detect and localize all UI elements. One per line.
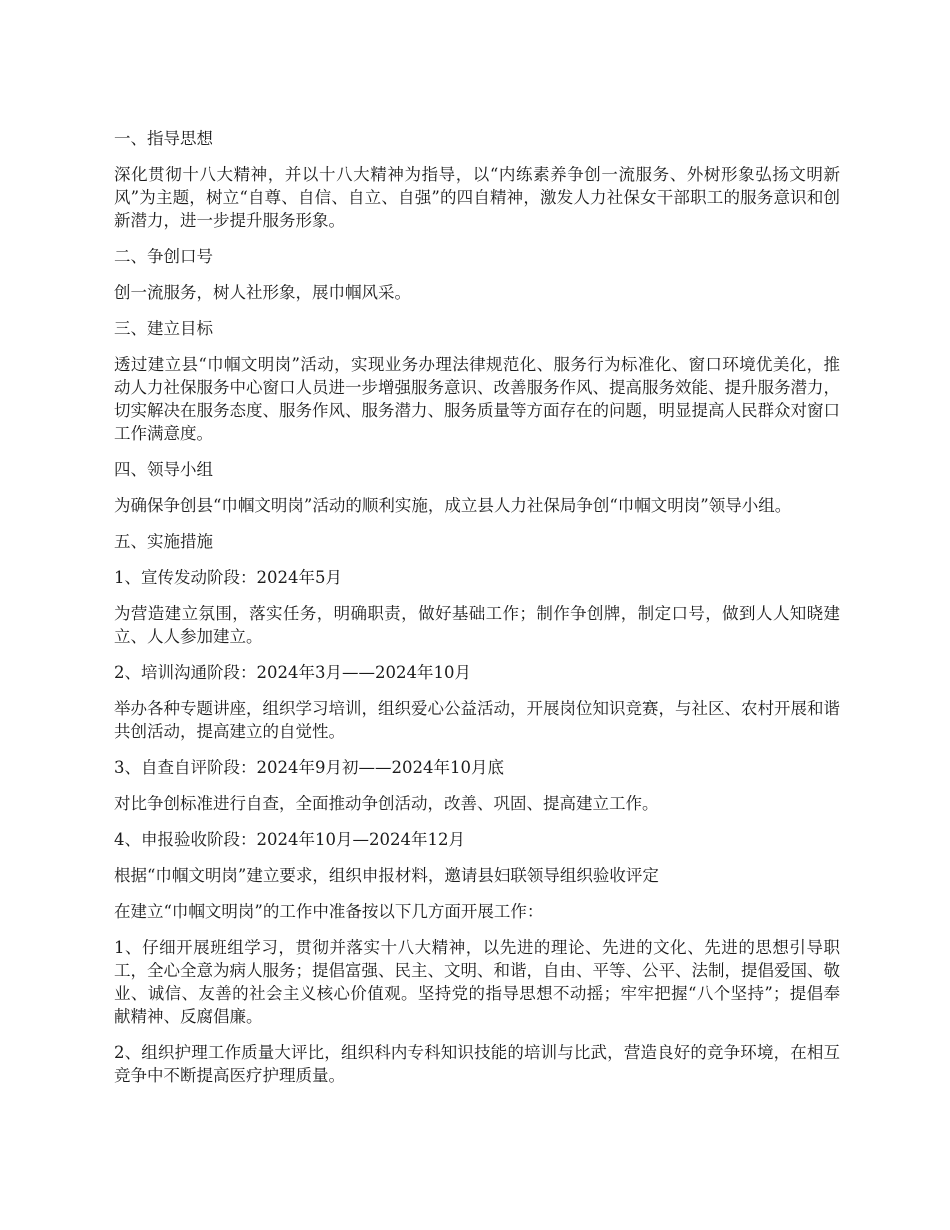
stage-2-text: 举办各种专题讲座，组织学习培训，组织爱心公益活动，开展岗位知识竞赛，与社区、农村开展和谐共创活动，提高建立的自觉性。	[114, 699, 840, 741]
paragraph-goal: 透过建立县“巾帼文明岗”活动，实现业务办理法律规范化、服务行为标准化、窗口环境优美化，推动人力社保服务中心窗口人员进一步增强服务意识、改善服务作风、提高服务效能、提升服务潜力，切实解决在服务态度、服务作风、服务潜力、服务质量等方面存在的问题，明显提高人民群众对窗口工作满意度。	[114, 355, 840, 443]
work-item-2: 2、组织护理工作质量大评比，组织科内专科知识技能的培训与比武，营造良好的竞争环境，在相互竞争中不断提高医疗护理质量。	[114, 1043, 840, 1085]
paragraph-slogan: 创一流服务，树人社形象，展巾帼风采。	[114, 283, 411, 302]
heading-goal: 三、建立目标	[114, 319, 213, 338]
heading-leadership-group: 四、领导小组	[114, 460, 213, 479]
work-plan-intro: 在建立“巾帼文明岗”的工作中准备按以下几方面开展工作：	[114, 902, 544, 921]
stage-3-title: 3、自查自评阶段：2024年9月初——2024年10月底	[114, 758, 504, 777]
stage-1-title: 1、宣传发动阶段：2024年5月	[114, 568, 342, 587]
stage-4-text: 根据“巾帼文明岗”建立要求，组织申报材料，邀请县妇联领导组织验收评定	[114, 866, 659, 885]
heading-slogan: 二、争创口号	[114, 247, 213, 266]
paragraph-leadership-group: 为确保争创县“巾帼文明岗”活动的顺利实施，成立县人力社保局争创“巾帼文明岗”领导小组。	[114, 496, 792, 515]
work-item-1: 1、仔细开展班组学习，贯彻并落实十八大精神，以先进的理论、先进的文化、先进的思想引导职工，全心全意为病人服务；提倡富强、民主、文明、和谐，自由、平等、公平、法制，提倡爱国、敬业、诚信、友善的社会主义核心价值观。坚持党的指导思想不动摇；牢牢把握“八个坚持”；提倡奉献精神、反腐倡廉。	[114, 938, 840, 1026]
heading-guiding-thought: 一、指导思想	[114, 129, 213, 148]
paragraph-guiding-thought: 深化贯彻十八大精神，并以十八大精神为指导，以“内练素养争创一流服务、外树形象弘扬文明新风”为主题，树立“自尊、自信、自立、自强”的四自精神，激发人力社保女干部职工的服务意识和创新潜力，进一步提升服务形象。	[114, 165, 840, 230]
document-body	[114, 127, 840, 1100]
stage-4-title: 4、申报验收阶段：2024年10月—2024年12月	[114, 830, 465, 849]
stage-1-text: 为营造建立氛围，落实任务，明确职责，做好基础工作；制作争创牌，制定口号，做到人人知晓建立、人人参加建立。	[114, 604, 840, 646]
heading-measures: 五、实施措施	[114, 532, 213, 551]
stage-2-title: 2、培训沟通阶段：2024年3月——2024年10月	[114, 663, 471, 682]
stage-3-text: 对比争创标准进行自查，全面推动争创活动，改善、巩固、提高建立工作。	[114, 794, 659, 813]
